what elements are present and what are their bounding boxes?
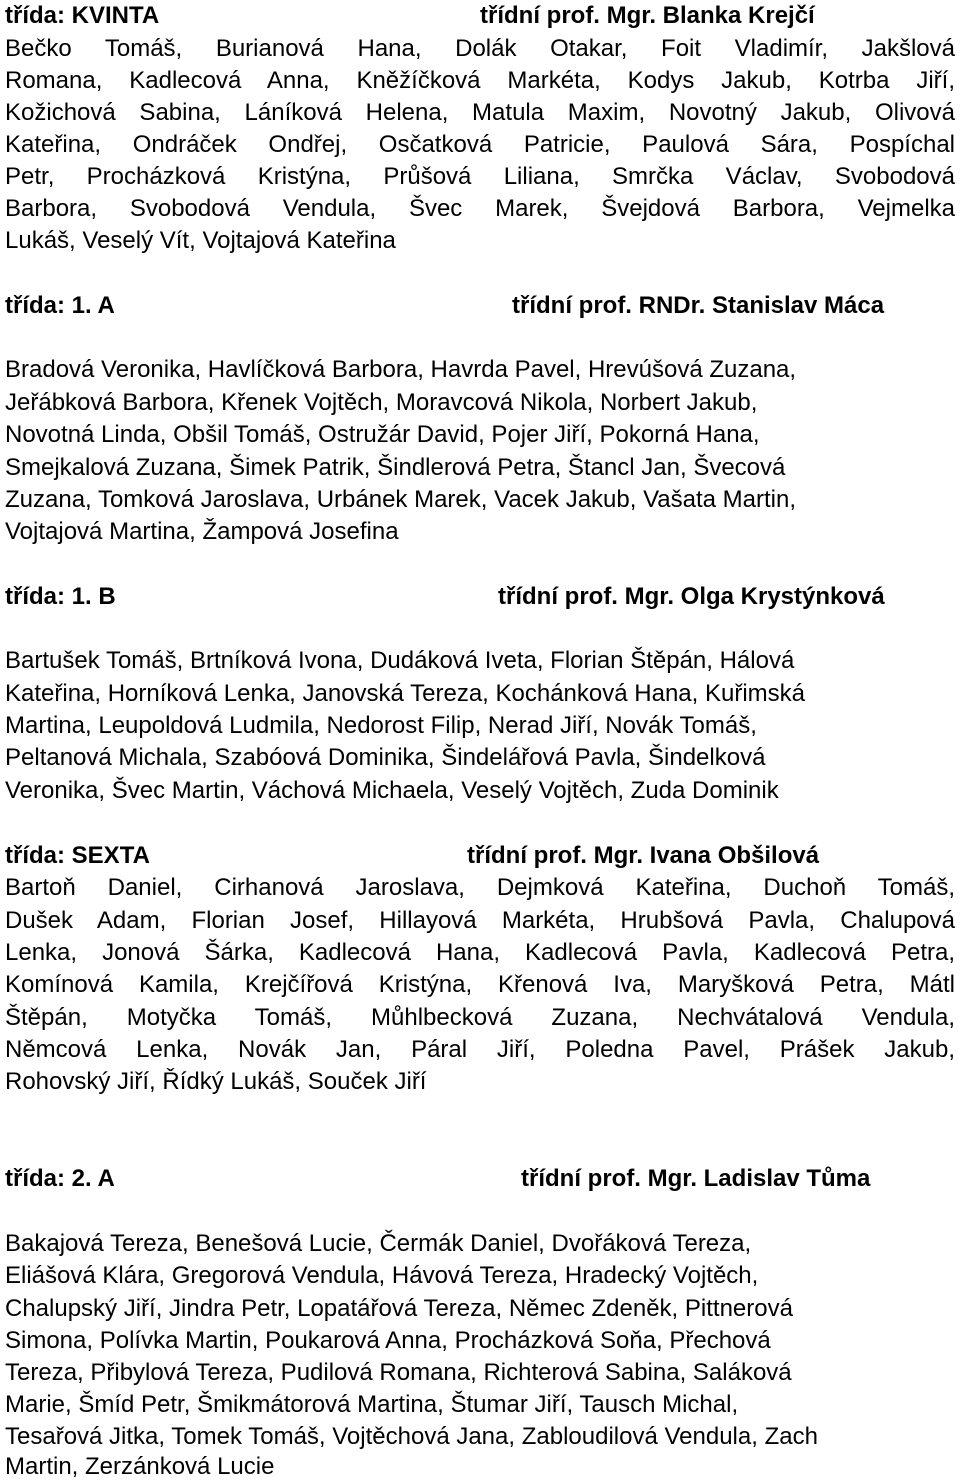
- student-line: Kožichová Sabina, Láníková Helena, Matula Maxim, Novotný Jakub, Olivová: [5, 99, 955, 126]
- class-label: třída: 1. A: [5, 292, 115, 319]
- student-line: Marie, Šmíd Petr, Šmikmátorová Martina, Štumar Jiří, Tausch Michal,: [5, 1391, 739, 1418]
- student-line: Petr, Procházková Kristýna, Průšová Liliana, Smrčka Václav, Svobodová: [5, 163, 955, 190]
- student-line: Lenka, Jonová Šárka, Kadlecová Hana, Kadlecová Pavla, Kadlecová Petra,: [5, 939, 955, 966]
- student-line: Bakajová Tereza, Benešová Lucie, Čermák Daniel, Dvořáková Tereza,: [5, 1230, 752, 1257]
- student-line: Bartušek Tomáš, Brtníková Ivona, Dudáková Iveta, Florian Štěpán, Hálová: [5, 647, 795, 674]
- student-line: Dušek Adam, Florian Josef, Hillayová Markéta, Hrubšová Pavla, Chalupová: [5, 907, 955, 934]
- class-teacher: třídní prof. Mgr. Olga Krystýnková: [498, 583, 885, 610]
- class-teacher: třídní prof. Mgr. Blanka Krejčí: [480, 2, 815, 29]
- student-line: Bartoň Daniel, Cirhanová Jaroslava, Dejmková Kateřina, Duchoň Tomáš,: [5, 874, 955, 901]
- student-line: Eliášová Klára, Gregorová Vendula, Hávová Tereza, Hradecký Vojtěch,: [5, 1262, 759, 1289]
- class-label: třída: KVINTA: [5, 2, 160, 29]
- student-line: Martin, Zerzánková Lucie: [5, 1453, 275, 1480]
- student-line: Tesařová Jitka, Tomek Tomáš, Vojtěchová Jana, Zabloudilová Vendula, Zach: [5, 1423, 818, 1450]
- student-line: Veronika, Švec Martin, Váchová Michaela, Veselý Vojtěch, Zuda Dominik: [5, 777, 779, 804]
- student-line: Simona, Polívka Martin, Poukarová Anna, Procházková Soňa, Přechová: [5, 1327, 771, 1354]
- student-line: Martina, Leupoldová Ludmila, Nedorost Filip, Nerad Jiří, Novák Tomáš,: [5, 712, 757, 739]
- student-line: Lukáš, Veselý Vít, Vojtajová Kateřina: [5, 227, 396, 254]
- class-teacher: třídní prof. RNDr. Stanislav Máca: [512, 292, 885, 319]
- class-label: třída: 1. B: [5, 583, 116, 610]
- student-line: Tereza, Přibylová Tereza, Pudilová Romana, Richterová Sabina, Saláková: [5, 1359, 792, 1386]
- student-line: Kateřina, Horníková Lenka, Janovská Tereza, Kochánková Hana, Kuřimská: [5, 680, 805, 707]
- student-line: Jeřábková Barbora, Křenek Vojtěch, Moravcová Nikola, Norbert Jakub,: [5, 389, 758, 416]
- class-teacher: třídní prof. Mgr. Ladislav Tůma: [521, 1165, 871, 1192]
- student-line: Smejkalová Zuzana, Šimek Patrik, Šindlerová Petra, Štancl Jan, Švecová: [5, 454, 786, 481]
- student-line: Bradová Veronika, Havlíčková Barbora, Havrda Pavel, Hrevúšová Zuzana,: [5, 356, 797, 383]
- student-line: Němcová Lenka, Novák Jan, Páral Jiří, Poledna Pavel, Prášek Jakub,: [5, 1036, 955, 1063]
- class-teacher: třídní prof. Mgr. Ivana Obšilová: [467, 842, 820, 869]
- class-label: třída: 2. A: [5, 1165, 115, 1192]
- student-line: Vojtajová Martina, Žampová Josefina: [5, 518, 399, 545]
- student-line: Chalupský Jiří, Jindra Petr, Lopatářová Tereza, Němec Zdeněk, Pittnerová: [5, 1295, 793, 1322]
- student-line: Kateřina, Ondráček Ondřej, Osčatková Patricie, Paulová Sára, Pospíchal: [5, 131, 955, 158]
- student-line: Bečko Tomáš, Burianová Hana, Dolák Otakar, Foit Vladimír, Jakšlová: [5, 35, 955, 62]
- student-line: Rohovský Jiří, Řídký Lukáš, Souček Jiří: [5, 1068, 427, 1095]
- student-line: Romana, Kadlecová Anna, Kněžíčková Markéta, Kodys Jakub, Kotrba Jiří,: [5, 67, 955, 94]
- student-line: Komínová Kamila, Krejčířová Kristýna, Křenová Iva, Maryšková Petra, Mátl: [5, 971, 955, 998]
- class-label: třída: SEXTA: [5, 842, 150, 869]
- student-line: Peltanová Michala, Szabóová Dominika, Šindelářová Pavla, Šindelková: [5, 744, 766, 771]
- student-line: Barbora, Svobodová Vendula, Švec Marek, Švejdová Barbora, Vejmelka: [5, 195, 955, 222]
- student-line: Zuzana, Tomková Jaroslava, Urbánek Marek, Vacek Jakub, Vašata Martin,: [5, 486, 797, 513]
- student-line: Novotná Linda, Obšil Tomáš, Ostružár David, Pojer Jiří, Pokorná Hana,: [5, 421, 760, 448]
- student-line: Štěpán, Motyčka Tomáš, Můhlbecková Zuzana, Nechvátalová Vendula,: [5, 1004, 955, 1031]
